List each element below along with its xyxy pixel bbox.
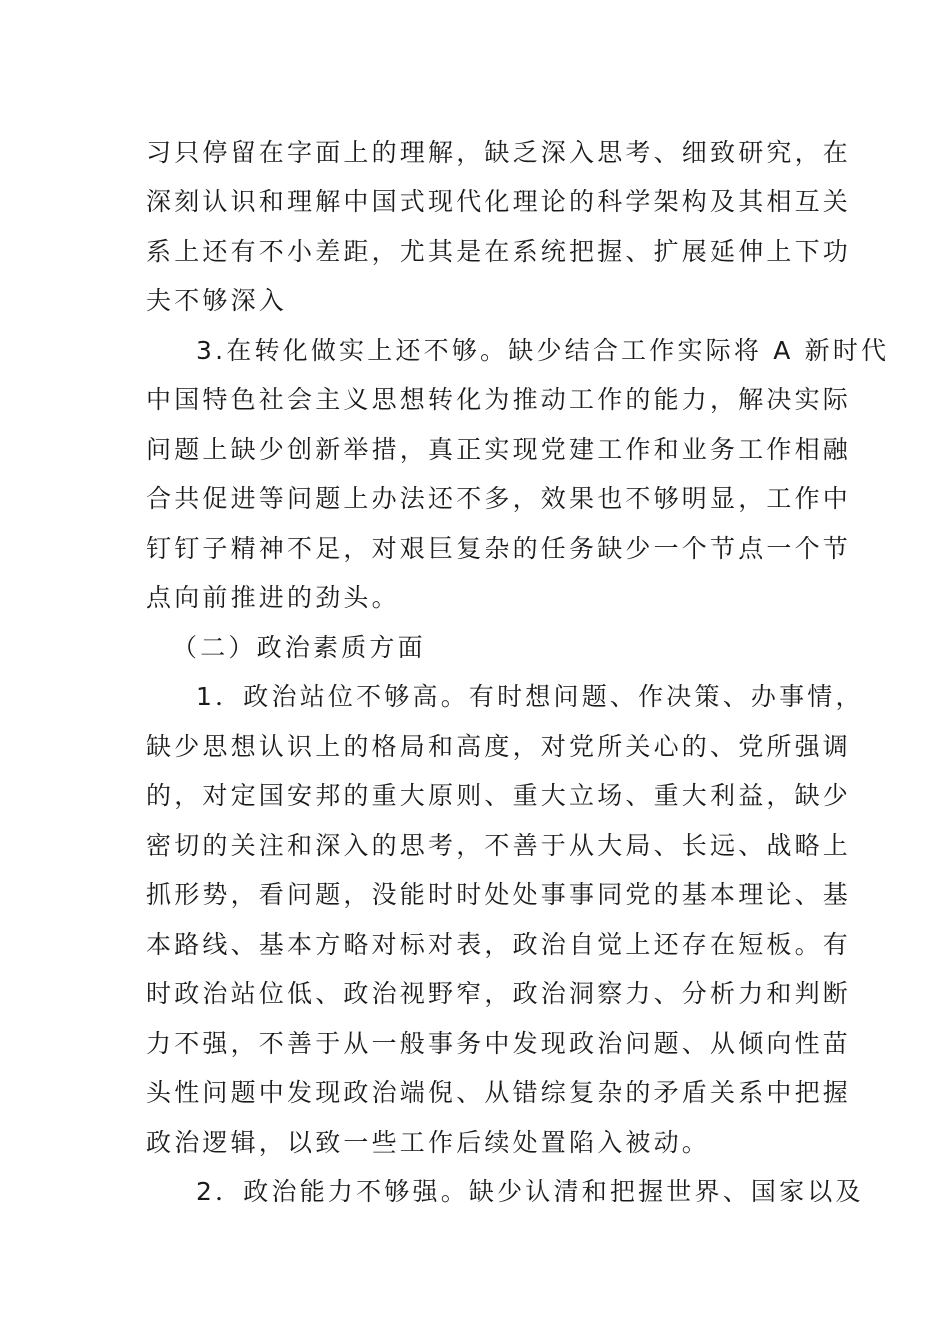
text-line: 点向前推进的劲头。 <box>146 583 400 612</box>
text-line: 密切的关注和深入的思考，不善于从大局、长远、战略上 <box>146 831 852 860</box>
paragraph-item-2-start: 2．政治能力不够强。缺少认清和把握世界、国家以及 <box>196 1177 864 1206</box>
section-heading: （二）政治素质方面 <box>172 633 426 662</box>
text-line: 政治逻辑，以致一些工作后续处置陷入被动。 <box>146 1128 711 1157</box>
text-line: 系上还有不小差距，尤其是在系统把握、扩展延伸上下功 <box>146 237 852 266</box>
text-line: 深刻认识和理解中国式现代化理论的科学架构及其相互关 <box>146 187 852 216</box>
text-line: 夫不够深入 <box>146 286 288 315</box>
text-line: 抓形势，看问题，没能时时处处事事同党的基本理论、基 <box>146 880 852 909</box>
paragraph-item-1-start: 1．政治站位不够高。有时想问题、作决策、办事情， <box>196 682 864 711</box>
text-line: 习只停留在字面上的理解，缺乏深入思考、细致研究，在 <box>146 138 852 167</box>
text-line: 钉钉子精神不足，对艰巨复杂的任务缺少一个节点一个节 <box>146 534 852 563</box>
text-line: 力不强，不善于从一般事务中发现政治问题、从倾向性苗 <box>146 1029 852 1058</box>
text-line: 本路线、基本方略对标对表，政治自觉上还存在短板。有 <box>146 930 852 959</box>
text-line: 头性问题中发现政治端倪、从错综复杂的矛盾关系中把握 <box>146 1078 852 1107</box>
text-line: 时政治站位低、政治视野窄，政治洞察力、分析力和判断 <box>146 979 852 1008</box>
text-line: 合共促进等问题上办法还不多，效果也不够明显，工作中 <box>146 484 852 513</box>
text-line: 缺少思想认识上的格局和高度，对党所关心的、党所强调 <box>146 732 852 761</box>
text-line: 的，对定国安邦的重大原则、重大立场、重大利益，缺少 <box>146 781 852 810</box>
paragraph-item-3-start: 3.在转化做实上还不够。缺少结合工作实际将 A 新时代 <box>196 336 890 365</box>
text-line: 中国特色社会主义思想转化为推动工作的能力，解决实际 <box>146 385 852 414</box>
text-line: 问题上缺少创新举措，真正实现党建工作和业务工作相融 <box>146 435 852 464</box>
